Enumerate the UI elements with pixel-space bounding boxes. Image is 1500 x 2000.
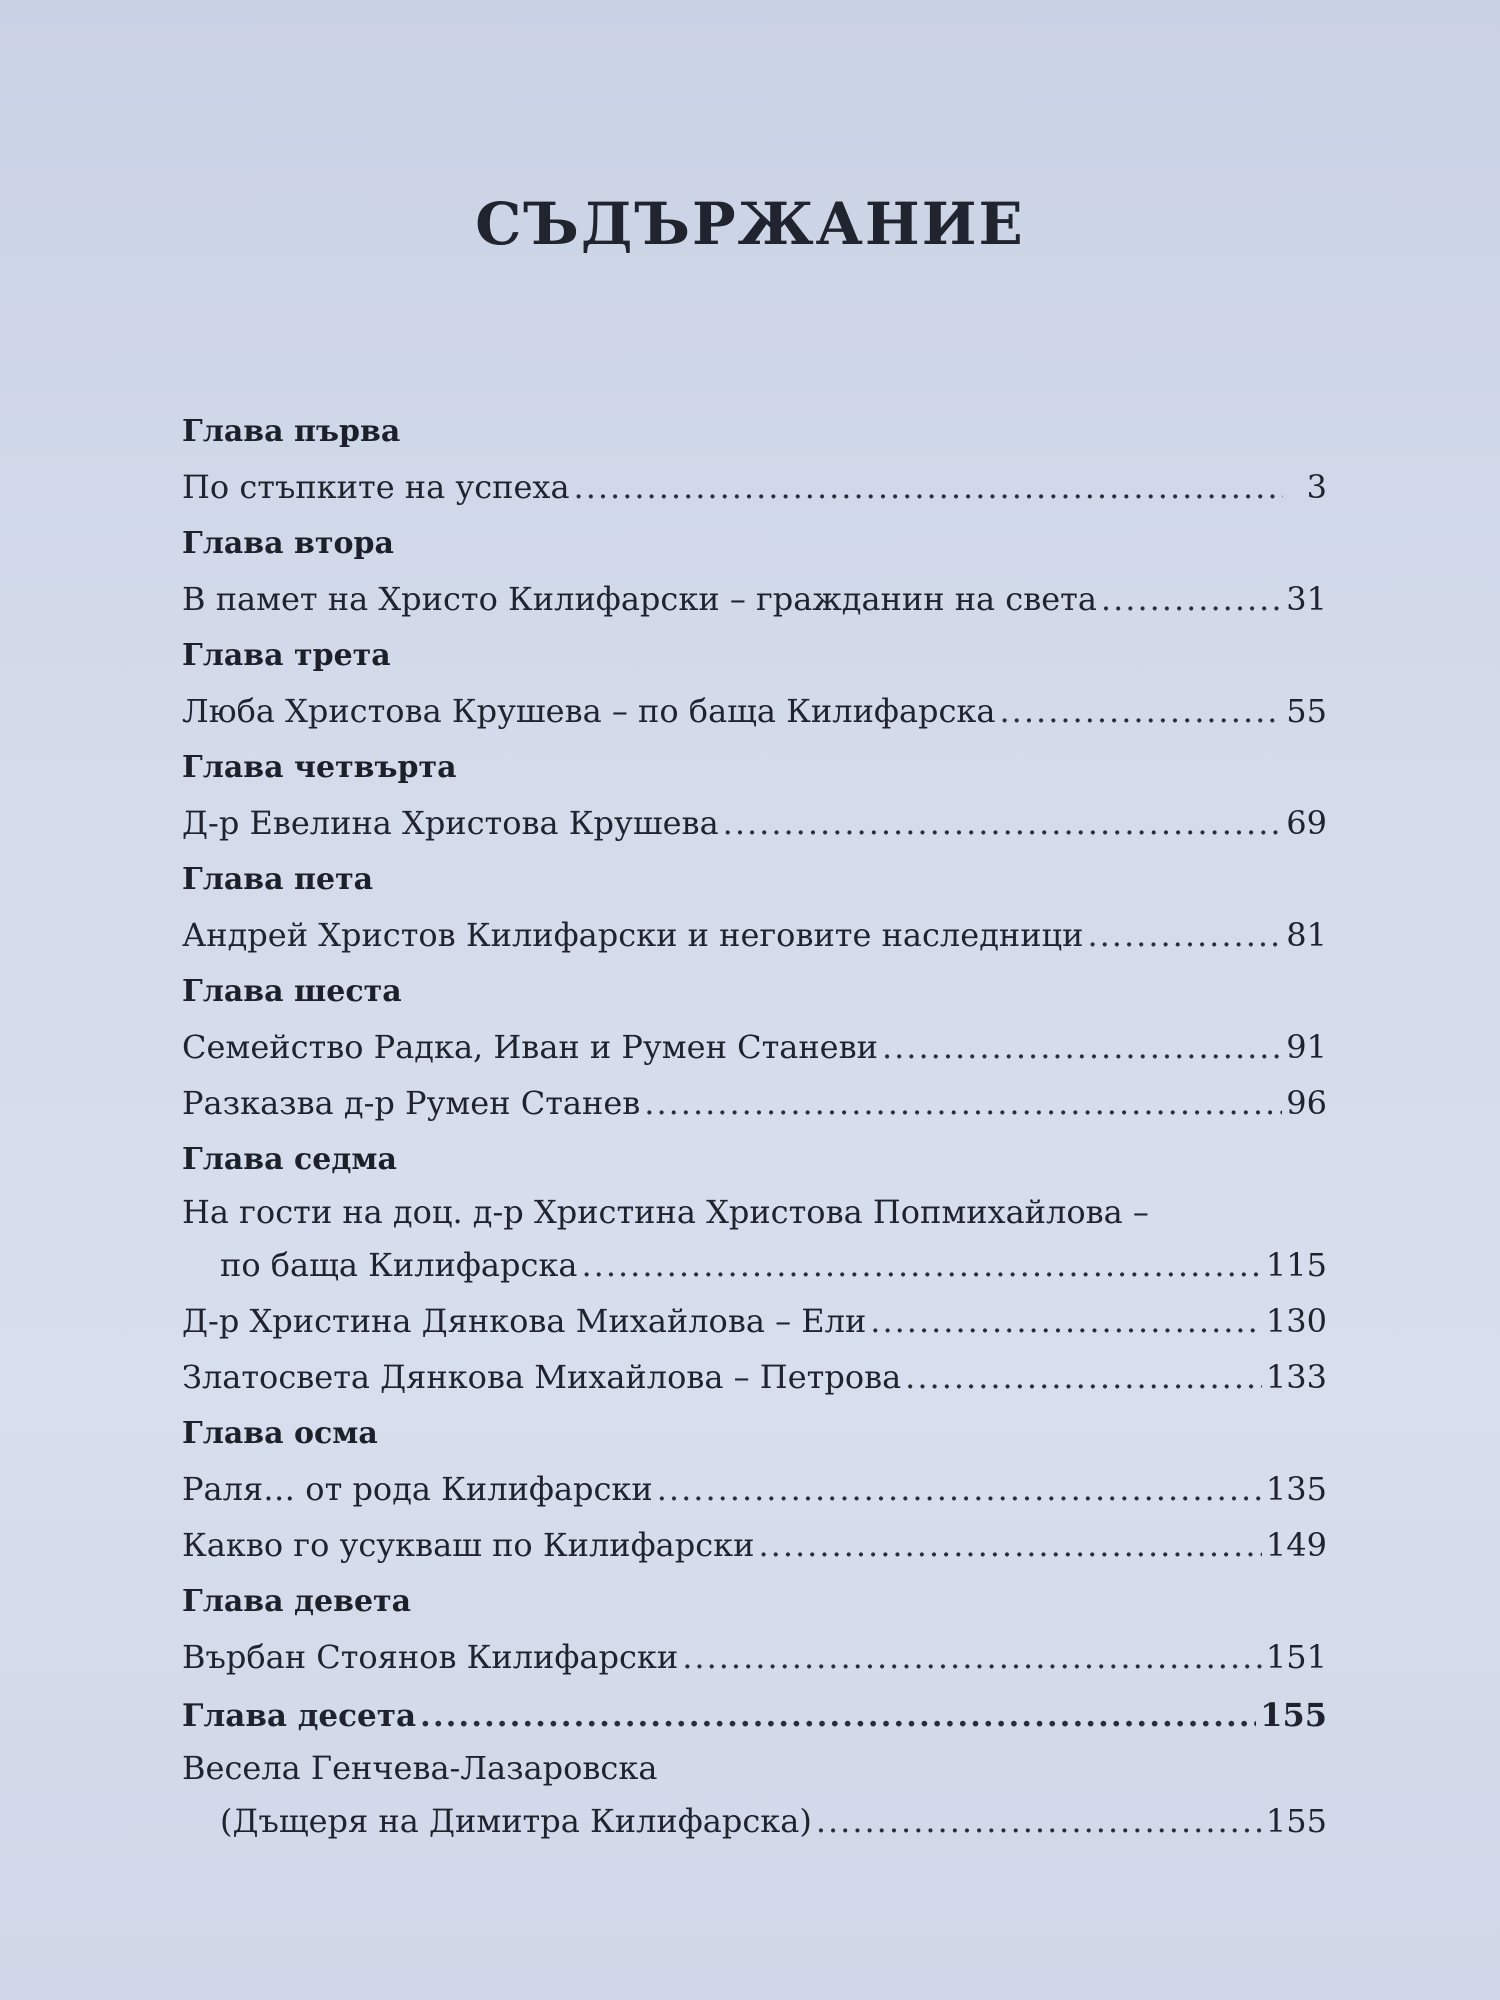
chapter-heading: Глава трета — [182, 638, 391, 673]
chapter-5 — [182, 853, 1327, 963]
dot-leader — [758, 1517, 1261, 1573]
toc-entry[interactable] — [182, 1349, 1327, 1405]
page-number: 55 — [1286, 692, 1327, 730]
chapter-3 — [182, 629, 1327, 739]
entry-title-line2: (Дъщеря на Димитра Килифарска) — [220, 1802, 812, 1840]
chapter-heading: Глава седма — [182, 1142, 397, 1177]
page-number: 155 — [1265, 1802, 1327, 1840]
chapter-heading: Глава девета — [182, 1584, 412, 1619]
page-number: 133 — [1265, 1358, 1327, 1396]
toc-entry[interactable] — [182, 1629, 1327, 1685]
dot-leader — [657, 1461, 1262, 1517]
chapter-heading: Глава десета — [182, 1698, 417, 1734]
entry-title: В памет на Христо Килифарски – гражданин на света — [182, 580, 1097, 618]
page-number: 3 — [1306, 468, 1327, 506]
page-number: 96 — [1286, 1084, 1327, 1122]
chapter-4 — [182, 741, 1327, 851]
chapter-8 — [182, 1407, 1327, 1573]
toc-entry[interactable] — [182, 907, 1327, 963]
dot-leader — [723, 795, 1283, 851]
toc-entry[interactable] — [182, 1461, 1327, 1517]
entry-title: Разказва д-р Румен Станев — [182, 1084, 641, 1122]
page-number: 151 — [1265, 1638, 1327, 1676]
toc-entry-continuation — [182, 1237, 1327, 1293]
dot-leader — [581, 1237, 1261, 1293]
entry-title: Семейство Радка, Иван и Румен Станеви — [182, 1028, 878, 1066]
toc-entry[interactable] — [182, 795, 1327, 851]
toc-entry[interactable] — [182, 459, 1327, 515]
entry-title: Златосвета Дянкова Михайлова – Петрова — [182, 1358, 902, 1396]
page-number: 31 — [1286, 580, 1327, 618]
page-number: 81 — [1286, 916, 1327, 954]
chapter-heading: Глава осма — [182, 1416, 378, 1451]
dot-leader — [816, 1793, 1262, 1849]
toc-entry[interactable] — [182, 1019, 1327, 1075]
chapter-heading: Глава пета — [182, 862, 374, 897]
page-number: 155 — [1260, 1696, 1327, 1734]
chapter-heading: Глава първа — [182, 414, 401, 449]
entry-title: По стъпките на успеха — [182, 468, 570, 506]
toc-entry-continuation — [182, 1793, 1327, 1849]
dot-leader — [644, 1075, 1282, 1131]
entry-title: Андрей Христов Килифарски и неговите наследници — [182, 916, 1084, 954]
toc-entry-multiline[interactable] — [182, 1743, 1327, 1849]
page-number: 91 — [1286, 1028, 1327, 1066]
chapter-6 — [182, 965, 1327, 1131]
entry-title: Д-р Евелина Христова Крушева — [182, 804, 719, 842]
entry-title-line1: Весела Генчева-Лазаровска — [182, 1749, 658, 1787]
entry-title: Раля… от рода Килифарски — [182, 1470, 653, 1508]
chapter-heading: Глава шеста — [182, 974, 402, 1009]
page-number: 135 — [1265, 1470, 1327, 1508]
toc-entry[interactable] — [182, 1293, 1327, 1349]
page-number: 130 — [1265, 1302, 1327, 1340]
entry-title: Какво го усукваш по Килифарски — [182, 1526, 755, 1564]
toc-entry[interactable] — [182, 1517, 1327, 1573]
page-number: 149 — [1265, 1526, 1327, 1564]
chapter-heading: Глава втора — [182, 526, 394, 561]
dot-leader — [682, 1629, 1262, 1685]
entry-title: Люба Христова Крушева – по баща Килифарска — [182, 692, 996, 730]
chapter-heading-with-page[interactable] — [182, 1687, 1327, 1743]
toc-entry[interactable] — [182, 683, 1327, 739]
chapter-9 — [182, 1575, 1327, 1685]
entry-title: Д-р Христина Дянкова Михайлова – Ели — [182, 1302, 867, 1340]
dot-leader — [882, 1019, 1282, 1075]
chapter-7 — [182, 1133, 1327, 1405]
chapter-heading: Глава четвърта — [182, 750, 457, 785]
page-number: 69 — [1286, 804, 1327, 842]
chapter-10 — [182, 1687, 1327, 1849]
dot-leader — [420, 1688, 1256, 1744]
dot-leader — [1087, 907, 1282, 963]
chapter-2 — [182, 517, 1327, 627]
page-title: СЪДЪРЖАНИЕ — [475, 190, 1025, 258]
entry-title-line1: На гости на доц. д-р Христина Христова Попмихайлова – — [182, 1193, 1149, 1231]
dot-leader — [574, 459, 1283, 515]
chapter-1 — [182, 405, 1327, 515]
page-number: 115 — [1265, 1246, 1327, 1284]
entry-title-line2: по баща Килифарска — [220, 1246, 578, 1284]
entry-title: Върбан Стоянов Килифарски — [182, 1638, 679, 1676]
dot-leader — [870, 1293, 1262, 1349]
dot-leader — [1000, 683, 1283, 739]
toc-entry-multiline[interactable] — [182, 1187, 1327, 1293]
dot-leader — [1101, 571, 1282, 627]
dot-leader — [905, 1349, 1262, 1405]
table-of-contents — [182, 405, 1327, 1851]
toc-entry[interactable] — [182, 1075, 1327, 1131]
toc-entry[interactable] — [182, 571, 1327, 627]
